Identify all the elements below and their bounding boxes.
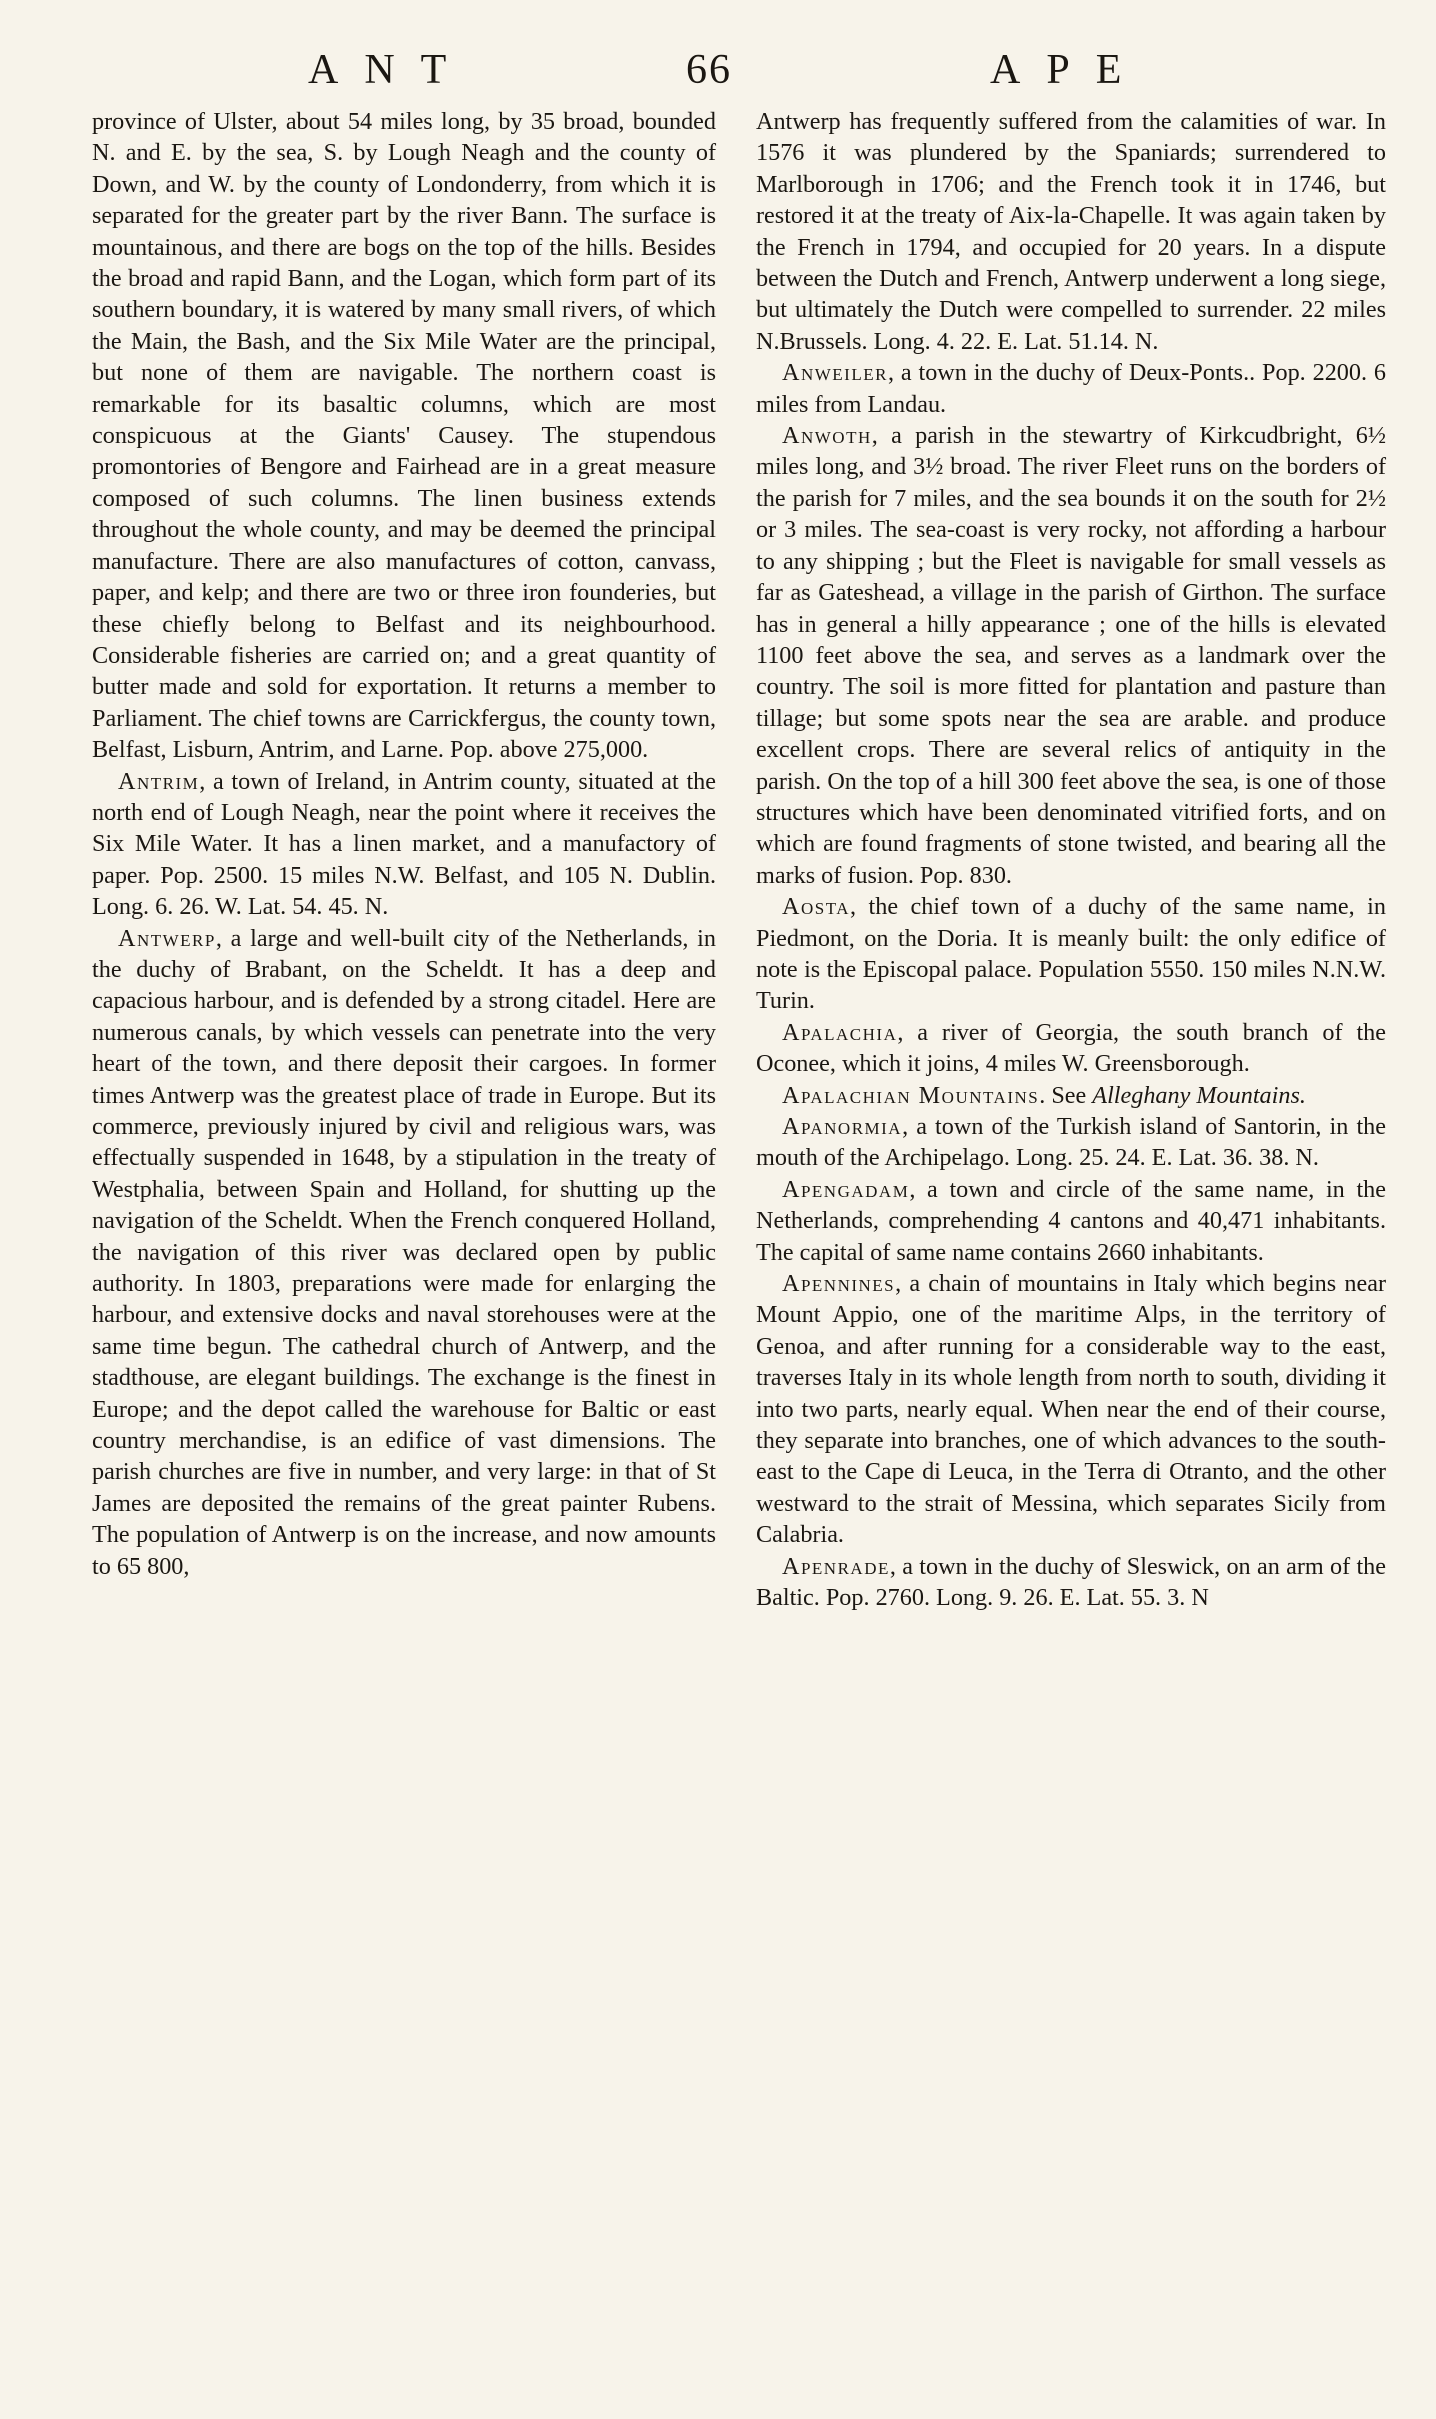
header-right-guide-word: APE bbox=[990, 47, 1148, 93]
entry-text: , a chain of mountains in Italy which begins near Mount Appio, one of the maritime Alps, in the territory of Genoa, and after running for a considerable way to the east, traverses Italy in its whole length from north to south, dividing it into two parts, nearly equal. When near the end of their course, they separate into branches, one of which advances to the south-east to the Cape di Leuca, in the Terra di Otranto, and the other westward to the strait of Messina, which separates Sicily from Calabria. bbox=[756, 1270, 1386, 1549]
entry-text: , a large and well-built city of the Netherlands, in the duchy of Brabant, on the Scheldt. It has a deep and capacious harbour, and is defended by a strong citadel. Here are numerous canals, by which vessels can penetrate into the very heart of the town, and there deposit their cargoes. In former times Antwerp was the greatest place of trade in Europe. But its commerce, previously injured by civil and religious wars, was effectually suspended in 1648, by a stipulation in the treaty of Westphalia, between Spain and Holland, for shutting up the navigation of the Scheldt. When the French conquered Holland, the navigation of this river was declared open by public authority. In 1803, preparations were made for enlarging the harbour, and extensive docks and naval storehouses were at the same time begun. The cathedral church of Antwerp, and the stadthouse, are elegant buildings. The exchange is the finest in Europe; and the depot called the warehouse for Baltic or east country merchandise, is an edifice of vast dimensions. The parish churches are five in number, and very large: in that of St James are deposited the remains of the great painter Rubens. The population of Antwerp is on the increase, and now amounts to 65 800, bbox=[92, 924, 716, 1580]
entry-text: , a town in the duchy of Deux-Ponts.. Pop. 2200. 6 miles from Landau. bbox=[756, 359, 1386, 418]
entry-antwerp-continued: Antwerp has frequently suffered from the calamities of war. In 1576 it was plundered by the Spaniards; surrendered to Marlborough in 1706; and the French took it in 1746, but restored it at the treaty of Aix-la-Chapelle. It was again taken by the French in 1794, and occupied for 20 years. In a dispute between the Dutch and French, Antwerp underwent a long siege, but ultimately the Dutch were compelled to surrender. 22 miles N.Brussels. Long. 4. 22. E. Lat. 51.14. N. bbox=[756, 108, 1386, 355]
running-header bbox=[0, 46, 1436, 106]
entry-apennines bbox=[756, 1268, 1386, 1551]
entry-text: , the chief town of a duchy of the same name, in Piedmont, on the Doria. It is meanly built: the only edifice of note is the Episcopal palace. Population 5550. 150 miles N.N.W. Turin. bbox=[756, 893, 1386, 1015]
entry-anweiler bbox=[756, 357, 1386, 420]
header-left-guide-word: ANT bbox=[308, 47, 473, 93]
left-column bbox=[92, 106, 716, 1582]
headword: Anweiler bbox=[782, 359, 888, 387]
entry-text: , a town of Ireland, in Antrim county, situated at the north end of Lough Neagh, near the point where it receives the Six Mile Water. It has a linen market, and a manufactory of paper. Pop. 2500. 15 miles N.W. Belfast, and 105 N. Dublin. Long. 6. 26. W. Lat. 54. 45. N. bbox=[92, 767, 716, 921]
entry-apanormia bbox=[756, 1111, 1386, 1174]
entry-text: . See bbox=[1039, 1081, 1093, 1109]
entry-antwerp bbox=[92, 923, 716, 1583]
entry-aosta bbox=[756, 891, 1386, 1017]
entry-apalachia bbox=[756, 1017, 1386, 1080]
headword: Antwerp bbox=[118, 924, 216, 952]
entry-text: , a town of the Turkish island of Santorin, in the mouth of the Archipelago. Long. 25. 24. E. Lat. 36. 38. N. bbox=[756, 1113, 1386, 1172]
headword: Apennines bbox=[782, 1270, 896, 1298]
headword: Apanormia bbox=[782, 1113, 903, 1140]
entry-antrim-town bbox=[92, 766, 716, 923]
entry-text: , a town in the duchy of Sleswick, on an arm of the Baltic. Pop. 2760. Long. 9. 26. E. Lat. 55. 3. N bbox=[756, 1552, 1386, 1612]
entry-apengadam bbox=[756, 1174, 1386, 1268]
cross-reference: Alleghany Mountains. bbox=[1092, 1081, 1306, 1109]
entry-anwoth bbox=[756, 420, 1386, 891]
headword: Anwoth bbox=[782, 422, 872, 450]
headword: Apalachian Mountains bbox=[782, 1081, 1040, 1109]
entry-text: , a parish in the stewartry of Kirkcudbright, 6½ miles long, and 3½ broad. The river Fleet runs on the borders of the parish for 7 miles, and the sea bounds it on the south for 2½ or 3 miles. The sea-coast is very rocky, not affording a harbour to any shipping ; but the Fleet is navigable for small vessels as far as Gateshead, a village in the parish of Girthon. The surface has in general a hilly appearance ; one of the hills is elevated 1100 feet above the sea, and serves as a landmark over the country. The soil is more fitted for plantation and pasture than tillage; but some spots near the sea are arable. and produce excellent crops. There are several relics of antiquity in the parish. On the top of a hill 300 feet above the sea, is one of those structures which have been denominated vitrified forts, and on which are found fragments of stone twisted, and bearing all the marks of fusion. Pop. 830. bbox=[756, 422, 1386, 889]
headword: Apengadam bbox=[782, 1175, 910, 1203]
headword: Antrim bbox=[118, 767, 200, 795]
headword: Aosta bbox=[782, 893, 850, 921]
headword: Apenrade bbox=[782, 1552, 890, 1580]
entry-apalachian-mountains bbox=[756, 1080, 1386, 1111]
entry-antrim-county-continued: province of Ulster, about 54 miles long, by 35 broad, bounded N. and E. by the sea, S. by Lough Neagh and the county of Down, and W. by the county of Londonderry, from which it is separated for the greater part by the river Bann. The surface is mountainous, and there are bogs on the top of the hills. Besides the broad and rapid Bann, and the Logan, which form part of its southern boundary, it is watered by many small rivers, of which the Main, the Bash, and the Six Mile Water are the principal, but none of them are navigable. The northern coast is remarkable for its basaltic columns, which are most conspicuous at the Giants' Causey. The stupendous promontories of Bengore and Fairhead are in a great measure composed of such columns. The linen business extends throughout the whole county, and may be deemed the principal manufacture. There are also manufactures of cotton, canvass, paper, and kelp; and there are two or three iron founderies, but these chiefly belong to Belfast and its neighbourhood. Considerable fisheries are carried on; and a great quantity of butter made and sold for exportation. It returns a member to Parliament. The chief towns are Carrickfergus, the county town, Belfast, Lisburn, Antrim, and Larne. Pop. above 275,000. bbox=[92, 108, 716, 764]
right-column bbox=[756, 106, 1386, 1614]
headword: Apalachia bbox=[782, 1018, 898, 1046]
entry-text: , a river of Georgia, the south branch of the Oconee, which it joins, 4 miles W. Greensborough. bbox=[756, 1018, 1386, 1078]
entry-text: , a town and circle of the same name, in the Netherlands, comprehending 4 cantons and 40,471 inhabitants. The capital of same name contains 2660 inhabitants. bbox=[756, 1175, 1386, 1266]
entry-apenrade bbox=[756, 1551, 1386, 1614]
page-number: 66 bbox=[686, 47, 732, 93]
